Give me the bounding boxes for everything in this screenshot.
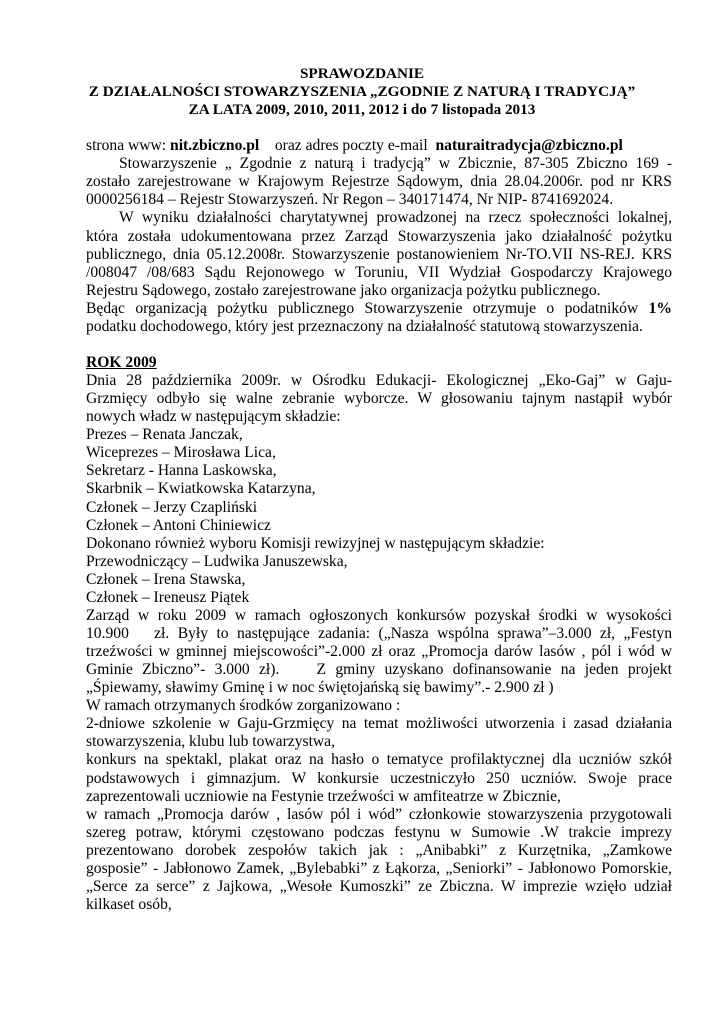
body-line: prezentowano dorobek zespołów takich jak : „Anibabki” z Kurzętnika, „Zamkowe bbox=[86, 842, 672, 859]
body-line: zaprezentowali uczniowie na Festynie trzeźwości w amfiteatrze w Zbicznie, bbox=[86, 788, 561, 805]
section-heading-2009: ROK 2009 bbox=[86, 354, 157, 371]
body-line: nowych władz w następującym składzie: bbox=[86, 408, 341, 425]
body-line: konkurs na spektakl, plakat oraz na hasło o tematyce profilaktycznej dla uczniów szkół bbox=[86, 751, 672, 768]
board-member-line: Członek – Antoni Chiniewicz bbox=[86, 517, 271, 534]
intro-p2-line: /008047 /08/683 Sądu Rejonowego w Toruniu, VII Wydział Gospodarczy Krajowego bbox=[86, 264, 672, 281]
body-line: gosposie” - Jabłonowo Zamek, „Bylebabki” z Łąkorza, „Seniorki” - Jabłonowo Pomorskie, bbox=[86, 860, 672, 877]
body-line: W ramach otrzymanych środków zorganizowano : bbox=[86, 697, 401, 714]
report-subtitle-association: Z DZIAŁALNOŚCI STOWARZYSZENIA „ZGODNIE Z NATURĄ I TRADYCJĄ” bbox=[88, 83, 636, 100]
body-line: 10.900 zł. Były to następujące zadania: („Nasza wspólna sprawa”–3.000 zł, „Festyn bbox=[86, 625, 672, 642]
email-link[interactable]: naturaitradycja@zbiczno.pl bbox=[435, 137, 623, 154]
audit-member-line: Członek – Ireneusz Piątek bbox=[86, 589, 250, 606]
body-line: w ramach „Promocja darów , lasów pól i wód” członkowie stowarzyszenia przygotowali bbox=[86, 806, 672, 823]
intro-p3-line bbox=[86, 300, 672, 319]
intro-p2-line: publicznego, dnia 05.12.2008r. Stowarzyszenie postanowieniem Nr-TO.VII NS-REJ. KRS bbox=[86, 246, 672, 263]
body-line: podstawowych i gimnazjum. W konkursie uczestniczyło 250 uczniów. Swoje prace bbox=[86, 770, 672, 787]
intro-p1-line: 0000256184 – Rejestr Stowarzyszeń. Nr Regon – 340171474, Nr NIP- 8741692024. bbox=[86, 191, 614, 208]
body-line: „Serce za serce” z Jajkowa, „Wesołe Kumoszki” ze Zbiczna. W imprezie wzięło udział bbox=[86, 878, 672, 895]
report-title: SPRAWOZDANIE bbox=[299, 65, 425, 82]
body-line: Gminie Zbiczno”- 3.000 zł). Z gminy uzyskano dofinansowanie na jeden projekt bbox=[86, 661, 672, 678]
intro-p2-line: Rejestru Sądowego, zostało zarejestrowane jako organizacja pożytku publicznego. bbox=[86, 282, 601, 299]
body-line: szereg potraw, którymi częstowano podczas festynu w Sumowie .W trakcie imprezy bbox=[86, 824, 672, 841]
intro-p1-line: Stowarzyszenie „ Zgodnie z naturą i tradycją” w Zbicznie, 87-305 Zbiczno 169 - bbox=[119, 155, 672, 172]
body-line: Zarząd w roku 2009 w ramach ogłoszonych konkursów pozyskał środki w wysokości bbox=[86, 607, 672, 624]
body-line: 2-dniowe szkolenie w Gaju-Grzmięcy na temat możliwości utworzenia i zasad działania bbox=[86, 715, 672, 732]
board-member-line: Prezes – Renata Janczak, bbox=[86, 426, 243, 443]
website-link[interactable]: nit.zbiczno.pl bbox=[170, 137, 260, 154]
intro-p3-text: Będąc organizacją pożytku publicznego Stowarzyszenie otrzymuje o podatników bbox=[86, 300, 649, 317]
body-line: „Śpiewamy, sławimy Gminę i w noc świętojańską się bawimy”.- 2.900 zł ) bbox=[86, 679, 554, 696]
body-line: Dokonano również wyboru Komisji rewizyjnej w następującym składzie: bbox=[86, 535, 545, 552]
audit-member-line: Przewodniczący – Ludwika Januszewska, bbox=[86, 553, 348, 570]
email-label: oraz adres poczty e-mail bbox=[259, 137, 436, 154]
intro-p2-line: która została udokumentowana przez Zarząd Stowarzyszenia jako działalność pożytku bbox=[86, 228, 672, 245]
body-line: Grzmięcy odbyło się walne zebranie wyborcze. W głosowaniu tajnym nastąpił wybór bbox=[86, 390, 672, 407]
intro-p3-line: podatku dochodowego, który jest przeznaczony na działalność statutową stowarzyszenia. bbox=[86, 318, 643, 335]
audit-member-line: Członek – Irena Stawska, bbox=[86, 571, 246, 588]
intro-p1-line: zostało zarejestrowane w Krajowym Rejestrze Sądowym, dnia 28.04.2006r. pod nr KRS bbox=[86, 173, 672, 190]
board-member-line: Skarbnik – Kwiatkowska Katarzyna, bbox=[86, 480, 316, 497]
intro-p2-line: W wyniku działalności charytatywnej prowadzonej na rzecz społeczności lokalnej, bbox=[119, 209, 672, 226]
body-line: trzeźwości w gminnej miejscowości”-2.000 zł oraz „Promocja darów lasów , pól i wód w bbox=[86, 643, 672, 660]
tax-percent: 1% bbox=[648, 300, 672, 317]
board-member-line: Sekretarz - Hanna Laskowska, bbox=[86, 462, 277, 479]
body-line: Dnia 28 października 2009r. w Ośrodku Edukacji- Ekologicznej „Eko-Gaj” w Gaju- bbox=[86, 372, 672, 389]
board-member-line: Wiceprezes – Mirosława Lica, bbox=[86, 444, 276, 461]
report-subtitle-years: ZA LATA 2009, 2010, 2011, 2012 i do 7 listopada 2013 bbox=[188, 101, 536, 118]
board-member-line: Członek – Jerzy Czapliński bbox=[86, 499, 258, 516]
contact-line bbox=[86, 137, 623, 156]
body-line: kilkaset osób, bbox=[86, 896, 172, 913]
www-label: strona www: bbox=[86, 137, 171, 154]
body-line: stowarzyszenia, klubu lub towarzystwa, bbox=[86, 733, 335, 750]
